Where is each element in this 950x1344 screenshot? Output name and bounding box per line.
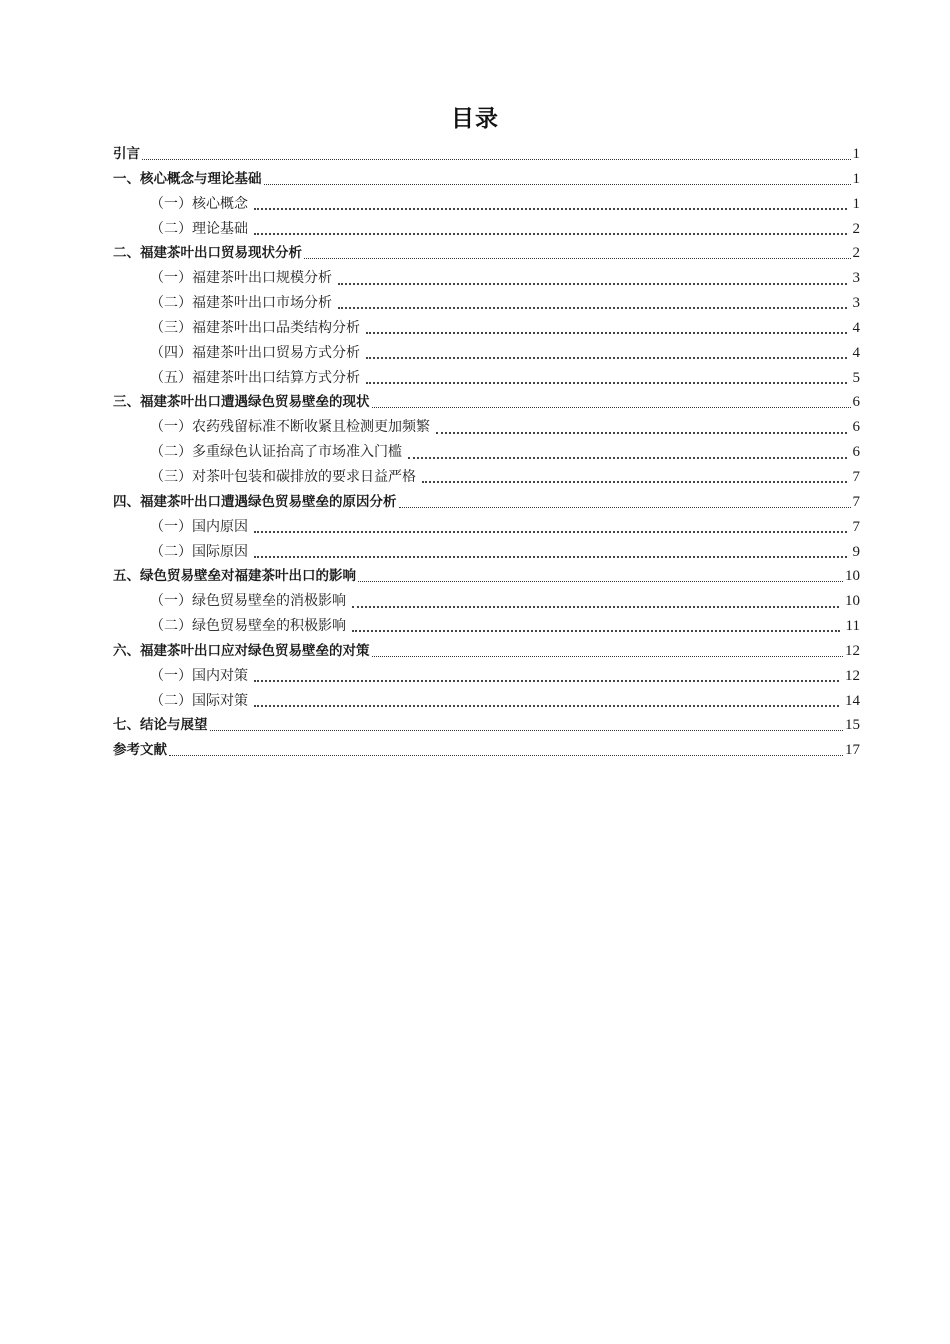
dot-leader — [358, 581, 843, 582]
toc-entry[interactable] — [113, 639, 860, 664]
toc-entry-text: 一、核心概念与理论基础 — [113, 170, 262, 187]
toc-page-number: 1 — [852, 195, 860, 212]
toc-entry[interactable] — [113, 564, 860, 589]
table-of-contents — [113, 142, 860, 763]
dot-leader — [352, 606, 839, 608]
dot-leader — [254, 556, 847, 558]
toc-entry[interactable] — [113, 167, 860, 192]
toc-page-number: 4 — [852, 344, 860, 361]
dot-leader — [366, 382, 847, 384]
toc-page-number: 2 — [852, 220, 860, 237]
toc-page-number: 7 — [852, 493, 860, 510]
toc-subentry[interactable] — [113, 614, 860, 639]
toc-page-number: 10 — [845, 593, 860, 610]
toc-title: 目录 — [451, 106, 499, 132]
dot-leader — [338, 307, 847, 309]
toc-entry[interactable] — [113, 142, 860, 167]
toc-entry-text: （二）福建茶叶出口市场分析 — [150, 295, 332, 312]
toc-subentry[interactable] — [113, 540, 860, 565]
toc-entry[interactable] — [113, 241, 860, 266]
toc-entry-text: （二）绿色贸易壁垒的积极影响 — [150, 618, 346, 635]
toc-subentry[interactable] — [113, 192, 860, 217]
toc-page-number: 15 — [845, 717, 860, 734]
dot-leader — [254, 208, 847, 210]
toc-page-number: 5 — [852, 369, 860, 386]
dot-leader — [372, 407, 851, 408]
toc-page-number: 9 — [852, 543, 860, 560]
dot-leader — [264, 184, 851, 185]
toc-entry-text: （一）农药残留标准不断收紧且检测更加频繁 — [150, 419, 430, 436]
dot-leader — [254, 705, 839, 707]
toc-page-number: 7 — [852, 518, 860, 535]
toc-entry[interactable] — [113, 738, 860, 763]
toc-page-number: 6 — [852, 419, 860, 436]
toc-page-number: 2 — [852, 245, 860, 262]
toc-page-number: 12 — [845, 667, 860, 684]
toc-subentry[interactable] — [113, 316, 860, 341]
toc-entry-text: 三、福建茶叶出口遭遇绿色贸易壁垒的现状 — [113, 394, 370, 411]
dot-leader — [338, 283, 847, 285]
dot-leader — [254, 233, 847, 235]
toc-subentry[interactable] — [113, 217, 860, 242]
toc-entry-text: 六、福建茶叶出口应对绿色贸易壁垒的对策 — [113, 642, 370, 659]
toc-page-number: 14 — [845, 692, 860, 709]
toc-entry-text: （五）福建茶叶出口结算方式分析 — [150, 369, 360, 386]
toc-entry-text: （一）绿色贸易壁垒的消极影响 — [150, 593, 346, 610]
toc-entry-text: （三）福建茶叶出口品类结构分析 — [150, 319, 360, 336]
toc-entry-text: （二）国际对策 — [150, 692, 248, 709]
dot-leader — [142, 159, 851, 160]
toc-entry-text: （三）对茶叶包装和碳排放的要求日益严格 — [150, 468, 416, 485]
dot-leader — [366, 332, 847, 334]
dot-leader — [254, 680, 839, 682]
dot-leader — [254, 531, 847, 533]
toc-subentry[interactable] — [113, 689, 860, 714]
toc-entry[interactable] — [113, 713, 860, 738]
dot-leader — [352, 630, 840, 632]
toc-page-number: 3 — [852, 295, 860, 312]
toc-subentry[interactable] — [113, 664, 860, 689]
toc-subentry[interactable] — [113, 266, 860, 291]
toc-page-number: 1 — [852, 146, 860, 162]
toc-entry[interactable] — [113, 490, 860, 515]
toc-subentry[interactable] — [113, 465, 860, 490]
toc-page-number: 12 — [845, 642, 860, 659]
toc-entry-text: 四、福建茶叶出口遭遇绿色贸易壁垒的原因分析 — [113, 493, 397, 510]
toc-entry-text: （一）国内对策 — [150, 667, 248, 684]
toc-entry-text: （四）福建茶叶出口贸易方式分析 — [150, 344, 360, 361]
toc-subentry[interactable] — [113, 291, 860, 316]
toc-subentry[interactable] — [113, 589, 860, 614]
toc-page-number: 1 — [852, 170, 860, 187]
dot-leader — [436, 432, 847, 434]
toc-entry-text: （二）多重绿色认证抬高了市场准入门槛 — [150, 444, 402, 461]
toc-entry-text: （一）核心概念 — [150, 195, 248, 212]
toc-entry-text: 参考文献 — [113, 742, 167, 759]
toc-entry[interactable] — [113, 390, 860, 415]
toc-subentry[interactable] — [113, 341, 860, 366]
toc-page-number: 4 — [852, 319, 860, 336]
dot-leader — [399, 507, 851, 508]
dot-leader — [372, 656, 844, 657]
toc-entry-text: 引言 — [113, 146, 140, 162]
toc-entry-text: 五、绿色贸易壁垒对福建茶叶出口的影响 — [113, 568, 356, 585]
toc-page-number: 7 — [852, 468, 860, 485]
toc-entry-text: （一）国内原因 — [150, 518, 248, 535]
dot-leader — [169, 755, 843, 756]
dot-leader — [422, 481, 847, 483]
toc-entry-text: 二、福建茶叶出口贸易现状分析 — [113, 245, 302, 262]
dot-leader — [366, 357, 847, 359]
toc-subentry[interactable] — [113, 366, 860, 391]
dot-leader — [210, 730, 844, 731]
toc-subentry[interactable] — [113, 440, 860, 465]
toc-page-number: 10 — [845, 568, 860, 585]
toc-entry-text: （二）国际原因 — [150, 543, 248, 560]
dot-leader — [408, 457, 847, 459]
toc-entry-text: （二）理论基础 — [150, 220, 248, 237]
toc-subentry[interactable] — [113, 415, 860, 440]
toc-entry-text: （一）福建茶叶出口规模分析 — [150, 270, 332, 287]
toc-subentry[interactable] — [113, 515, 860, 540]
toc-page-number: 3 — [852, 270, 860, 287]
toc-page-number: 6 — [852, 394, 860, 411]
toc-page-number: 6 — [852, 444, 860, 461]
toc-entry-text: 七、结论与展望 — [113, 717, 208, 734]
toc-page-number: 11 — [845, 618, 860, 635]
dot-leader — [304, 258, 851, 259]
toc-page-number: 17 — [845, 742, 860, 759]
